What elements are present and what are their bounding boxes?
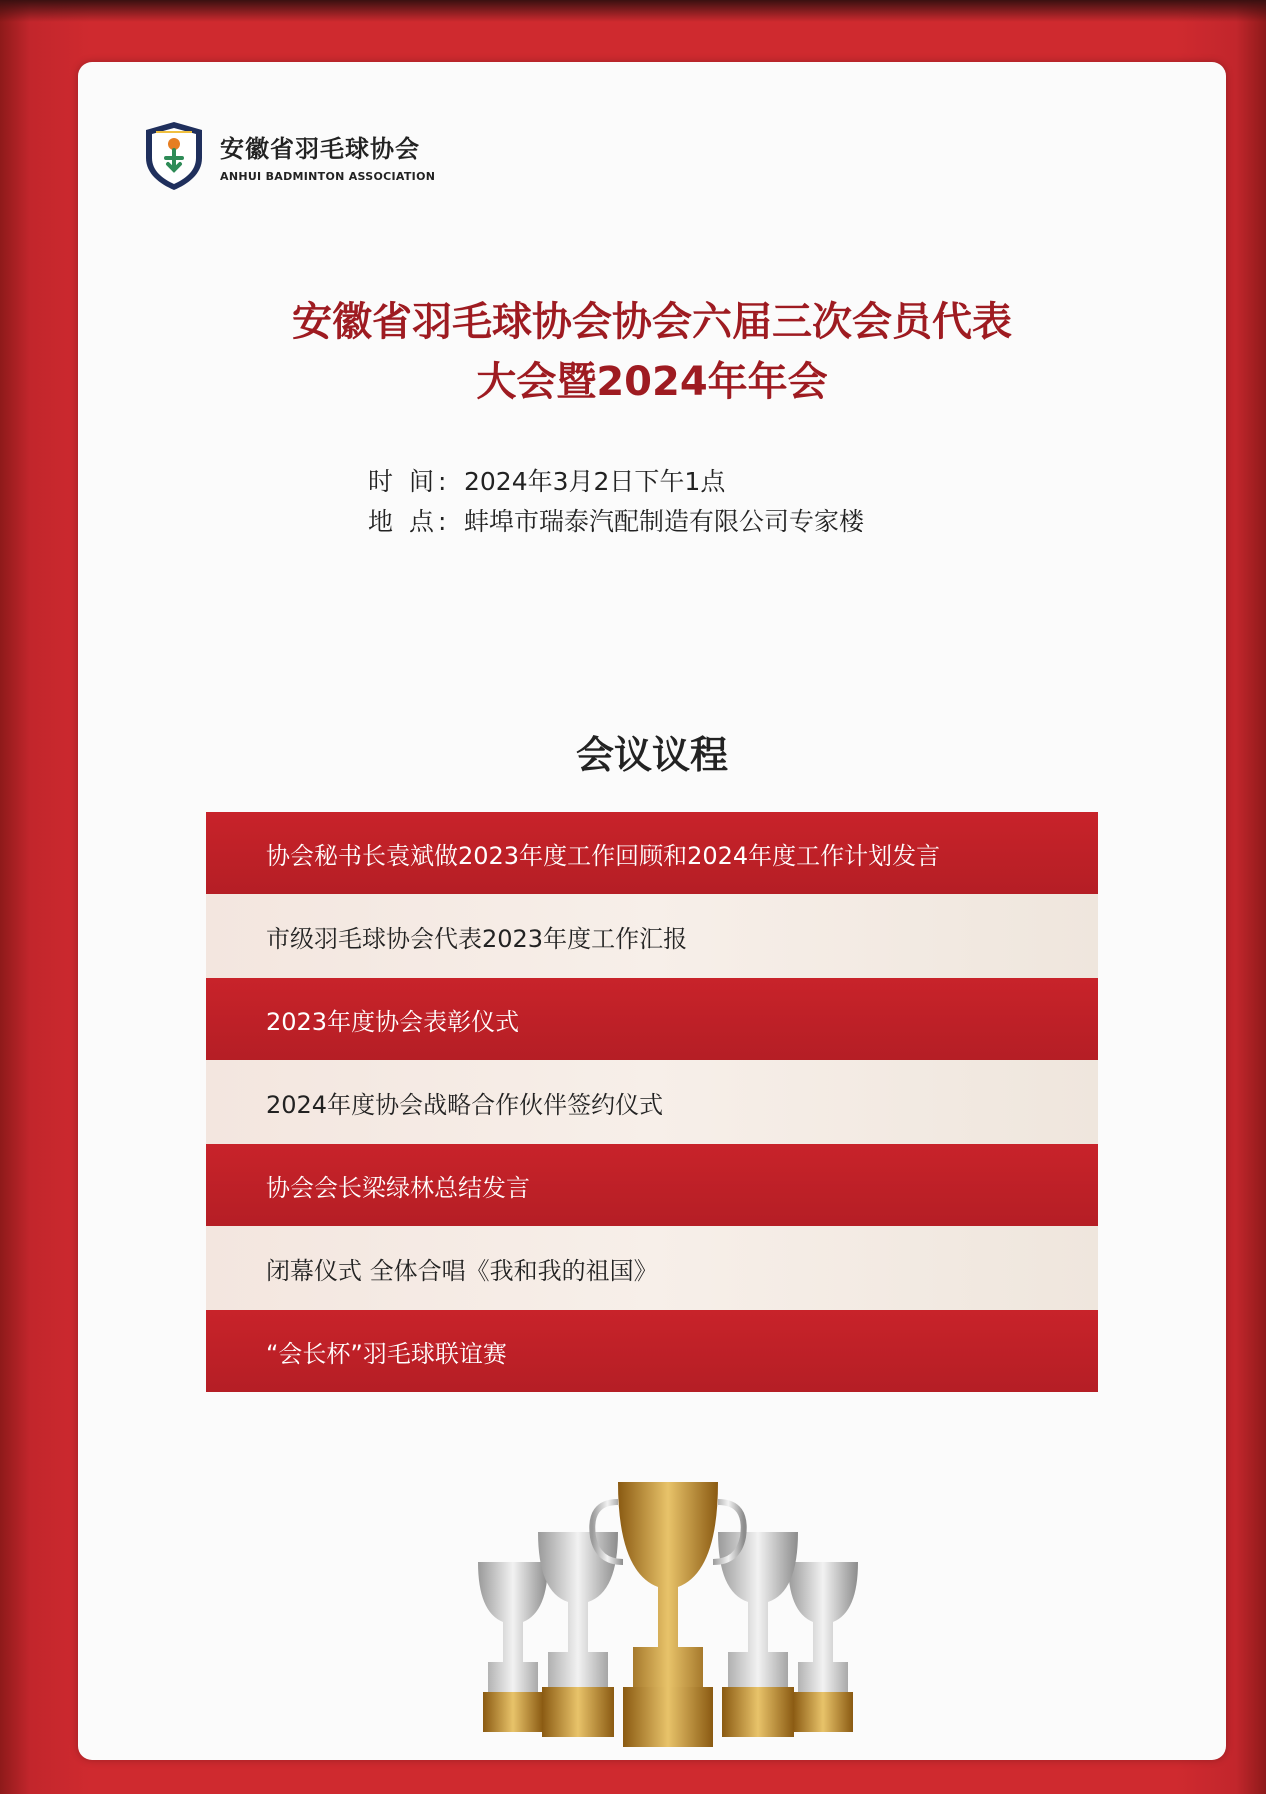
logo-name-en: ANHUI BADMINTON ASSOCIATION (220, 170, 436, 183)
agenda-heading: 会议议程 (575, 733, 728, 777)
trophy-icon (592, 1482, 743, 1747)
time-row (368, 462, 864, 502)
association-logo (142, 120, 435, 192)
time-value: 2024年3月2日下午1点 (464, 467, 726, 496)
document-title (78, 292, 1226, 412)
trophy-icon (538, 1532, 618, 1737)
logo-name-cn: 安徽省羽毛球协会 (220, 135, 420, 163)
title-line-2: 大会暨2024年年会 (476, 359, 828, 405)
agenda-item: 市级羽毛球协会代表2023年度工作汇报 (206, 894, 1098, 978)
time-label: 时 间: (368, 467, 451, 496)
shield-emblem-icon (142, 120, 206, 192)
trophy-icon (788, 1562, 858, 1732)
agenda-item: “会长杯”羽毛球联谊赛 (206, 1310, 1098, 1392)
trophy-icon (718, 1532, 798, 1737)
agenda-item: 2023年度协会表彰仪式 (206, 978, 1098, 1060)
meeting-info (368, 462, 864, 542)
background-edge (0, 0, 1266, 22)
place-row (368, 502, 864, 542)
agenda-list (206, 812, 1098, 1392)
trophies-illustration (458, 1462, 878, 1762)
agenda-item: 2024年度协会战略合作伙伴签约仪式 (206, 1060, 1098, 1144)
agenda-item: 闭幕仪式 全体合唱《我和我的祖国》 (206, 1226, 1098, 1310)
agenda-item: 协会会长梁绿林总结发言 (206, 1144, 1098, 1226)
document-page (78, 62, 1226, 1760)
agenda-item: 协会秘书长袁斌做2023年度工作回顾和2024年度工作计划发言 (206, 812, 1098, 894)
trophy-icon (478, 1562, 548, 1732)
title-line-1: 安徽省羽毛球协会协会六届三次会员代表 (292, 299, 1012, 345)
place-label: 地 点: (368, 507, 451, 536)
place-value: 蚌埠市瑞泰汽配制造有限公司专家楼 (464, 507, 865, 536)
